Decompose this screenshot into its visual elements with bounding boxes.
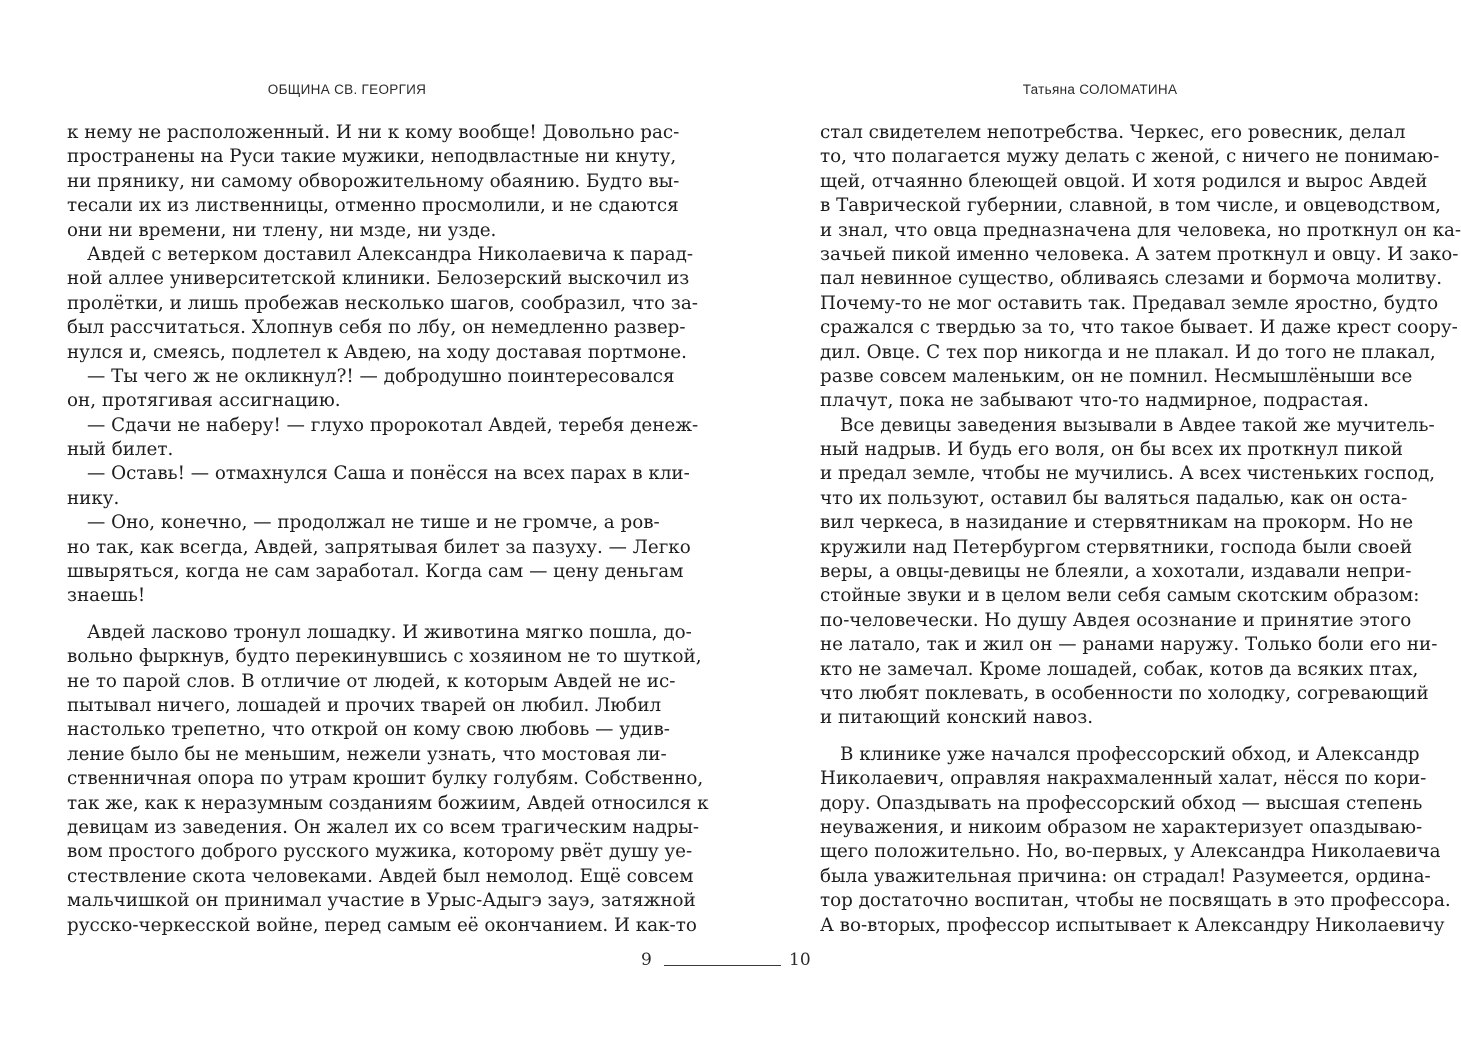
page-number-left: 9	[641, 950, 652, 970]
text-line: нику.	[67, 487, 120, 509]
text-line: ление было бы не меньшим, нежели узнать, что мостовая ли-	[67, 743, 667, 765]
paragraph	[67, 511, 691, 609]
text-line: В клинике уже начался профессорский обход, и Александр	[840, 743, 1420, 765]
text-line: А во-вторых, профессор испытывает к Александру Николаевичу	[820, 914, 1445, 936]
text-line: была уважительная причина: он страдал! Разумеется, ордина-	[820, 865, 1431, 887]
text-line: плачут, пока не забывают что-то надмирное, подрастая.	[820, 390, 1369, 412]
text-line: швыряться, когда не сам заработал. Когда сам — цену деньгам	[67, 561, 684, 583]
paragraph	[67, 121, 680, 243]
text-line: стал свидетелем непотребства. Черкес, его ровесник, делал	[820, 122, 1406, 143]
text-line: ственничная опора по утрам крошит булку голубям. Собственно,	[67, 768, 704, 790]
text-line: вил черкеса, в назидание и стервятникам на прокорм. Но не	[820, 512, 1414, 534]
text-line: зачьей пикой именно человека. А затем проткнул и овцу. И зако-	[820, 243, 1459, 265]
text-line: Почему-то не мог оставить так. Предавал земле яростно, будто	[820, 292, 1439, 314]
paragraph	[820, 743, 1451, 938]
text-line: вольно фыркнув, будто перекинувшись с хозяином не то шуткой,	[67, 646, 702, 668]
text-line: пытывал ничего, лошадей и прочих тварей он любил. Любил	[67, 694, 662, 716]
running-head-left: ОБЩИНА СВ. ГЕОРГИЯ	[267, 82, 427, 97]
left-page	[67, 0, 709, 1045]
text-line: так же, как к неразумным созданиям божиим, Авдей относился к	[67, 792, 709, 814]
text-line: и знал, что овца предназначена для человека, но проткнул он ка-	[820, 219, 1461, 241]
text-line: что их пользуют, оставил бы валяться падалью, как он оста-	[820, 487, 1408, 509]
text-line: стествление скота человеками. Авдей был немолод. Ещё совсем	[67, 865, 694, 887]
text-line: кто не замечал. Кроме лошадей, собак, котов да всяких птах,	[820, 658, 1419, 680]
text-line: они ни времени, ни тлену, ни мзде, ни узде.	[67, 219, 497, 241]
paragraph	[67, 414, 699, 463]
text-line: девицам из заведения. Он жалел их со всем трагическим надры-	[67, 816, 700, 838]
text-line: ной аллее университетской клиники. Белозерский выскочил из	[67, 268, 690, 290]
paragraph	[820, 414, 1438, 731]
paragraph	[820, 121, 1461, 414]
text-line: щей, отчаянно блеющей овцой. И хотя родился и вырос Авдей	[820, 170, 1428, 192]
text-line: пал невинное существо, обливаясь слезами и бормоча молитву.	[820, 268, 1443, 290]
text-line: Николаевич, оправляя накрахмаленный халат, нёсся по кори-	[820, 768, 1427, 790]
folio-divider	[664, 965, 781, 966]
text-line: сражался с твердью за то, что такое бывает. И даже крест соору-	[820, 317, 1458, 339]
text-line: и питающий конский навоз.	[820, 707, 1094, 729]
text-line: русско-черкесской войне, перед самым её окончанием. И как-то	[67, 914, 697, 936]
text-line: к нему не расположенный. И ни к кому вообще! Довольно рас-	[67, 122, 680, 143]
text-line: тор достаточно воспитан, чтобы не посвящать в это профессора.	[820, 890, 1451, 912]
text-line: дил. Овце. С тех пор никогда и не плакал. И до того не плакал,	[820, 341, 1436, 363]
text-line: нулся и, смеясь, подлетел к Авдею, на ходу доставая портмоне.	[67, 341, 687, 363]
text-line: тесали их из лиственницы, отменно просмолили, и не сдаются	[67, 195, 679, 217]
text-line: — Оставь! — отмахнулся Саша и понёсся на всех парах в кли-	[87, 463, 690, 485]
text-line: — Сдачи не наберу! — глухо пророкотал Авдей, теребя денеж-	[87, 414, 699, 436]
text-line: ни прянику, ни самому обворожительному обаянию. Будто вы-	[67, 170, 680, 192]
text-line: ный надрыв. И будь его воля, он бы всех их проткнул пикой	[820, 439, 1403, 461]
text-line: и предал земле, чтобы не мучились. А всех чистеньких господ,	[820, 463, 1436, 485]
right-page-text	[820, 121, 1461, 938]
text-line: неуважения, и никоим образом не характеризует опаздываю-	[820, 816, 1423, 838]
paragraph	[67, 462, 690, 511]
text-line: в Таврической губернии, славной, в том числе, и овцеводством,	[820, 195, 1441, 217]
text-line: Авдей ласково тронул лошадку. И животина мягко пошла, до-	[87, 621, 692, 643]
text-line: по-человечески. Но душу Авдея осознание и принятие этого	[820, 609, 1412, 631]
page-number-right: 10	[789, 950, 811, 970]
text-line: был рассчитаться. Хлопнув себя по лбу, он немедленно развер-	[67, 317, 686, 339]
text-line: ный билет.	[67, 439, 174, 461]
text-line: то, что полагается мужу делать с женой, с ничего не понимаю-	[820, 146, 1440, 168]
text-line: — Ты чего ж не окликнул?! — добродушно поинтересовался	[87, 365, 675, 387]
left-page-text	[67, 121, 709, 938]
paragraph	[67, 243, 698, 365]
text-line: знаешь!	[67, 585, 146, 607]
paragraph	[67, 365, 675, 414]
text-line: кружили над Петербургом стервятники, господа были своей	[820, 536, 1413, 558]
text-line: настолько трепетно, что открой он кому свою любовь — удив-	[67, 719, 670, 741]
text-line: что любят поклевать, в особенности по холодку, согревающий	[820, 682, 1429, 704]
running-head-right: Татьяна СОЛОМАТИНА	[1022, 82, 1178, 97]
text-line: щего положительно. Но, во-первых, у Александра Николаевича	[820, 841, 1441, 863]
text-line: Авдей с ветерком доставил Александра Николаевича к парад-	[87, 243, 694, 265]
text-line: не то парой слов. В отличие от людей, к которым Авдей не ис-	[67, 670, 676, 692]
text-line: веры, а овцы-девицы не блеяли, а хохотали, издавали непри-	[820, 561, 1412, 583]
text-line: — Оно, конечно, — продолжал не тише и не громче, а ров-	[87, 512, 660, 534]
paragraph	[67, 621, 709, 938]
text-line: мальчишкой он принимал участие в Урыс-Адыгэ зауэ, затяжной	[67, 890, 696, 912]
text-line: он, протягивая ассигнацию.	[67, 390, 341, 412]
text-line: пролётки, и лишь пробежав несколько шагов, сообразил, что за-	[67, 292, 698, 314]
text-line: вом простого доброго русского мужика, которому рвёт душу уе-	[67, 841, 693, 863]
text-line: но так, как всегда, Авдей, запрятывая билет за пазуху. — Легко	[67, 536, 691, 558]
text-line: Все девицы заведения вызывали в Авдее такой же мучитель-	[840, 414, 1435, 436]
text-line: стойные звуки и в целом вели себя самым скотским образом:	[820, 585, 1420, 607]
text-line: разве совсем маленьким, он не помнил. Несмышлёныши все	[820, 365, 1413, 387]
right-page	[820, 0, 1461, 1045]
text-line: дору. Опаздывать на профессорский обход — высшая степень	[820, 792, 1423, 814]
text-line: пространены на Руси такие мужики, неподвластные ни кнуту,	[67, 146, 677, 168]
text-line: не латало, так и жил он — ранами наружу. Только боли его ни-	[820, 634, 1438, 656]
